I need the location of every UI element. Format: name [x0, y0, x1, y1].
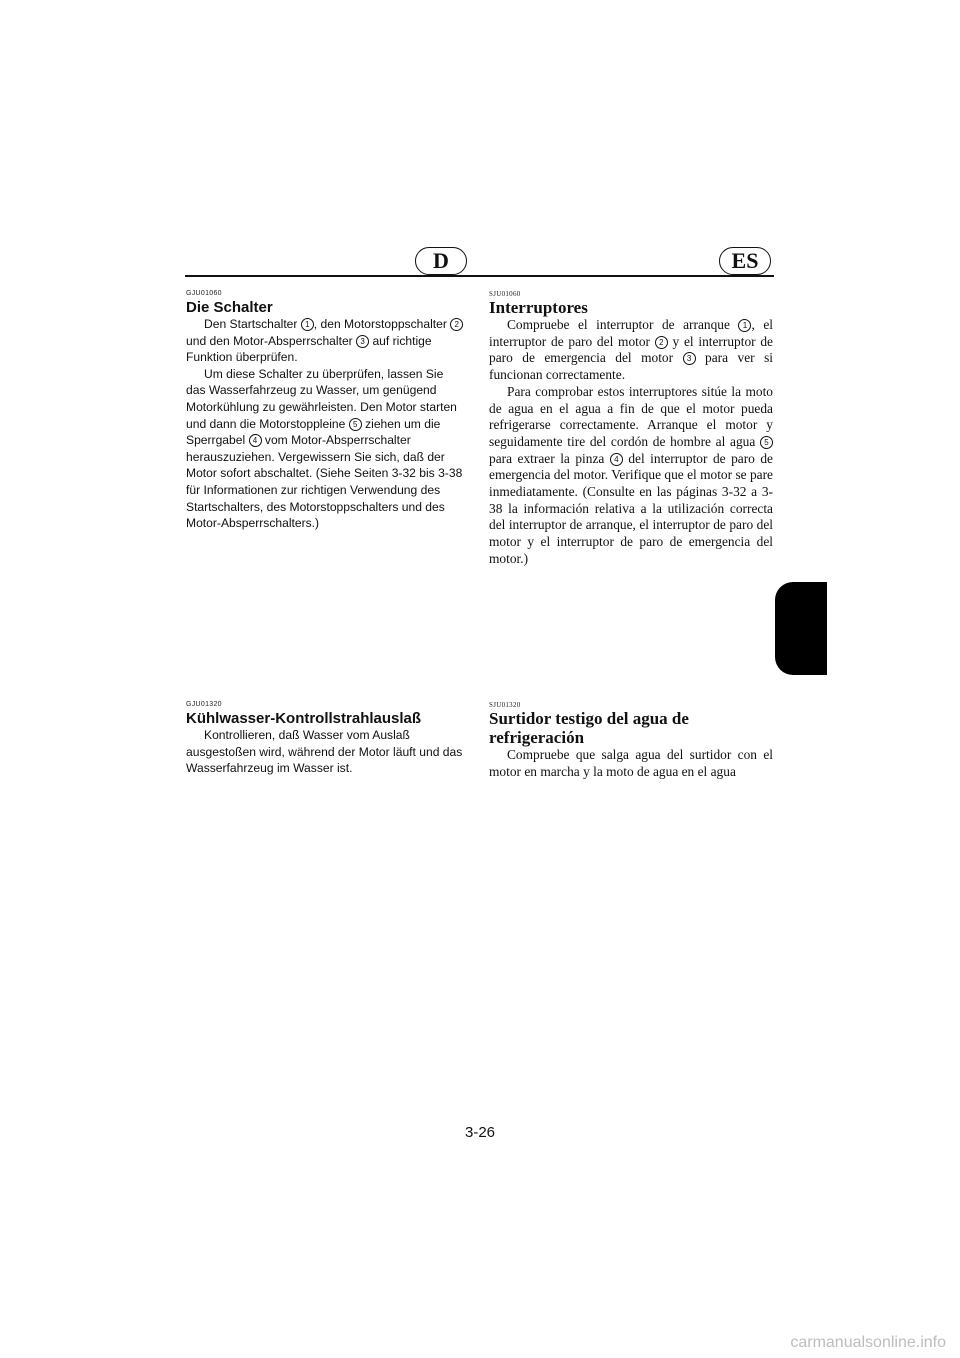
callout-number: 4 — [249, 434, 262, 447]
text-run: , el interruptor de paro del motor — [489, 317, 773, 349]
text-run: Para comprobar estos interruptores sitúe la moto de agua en el agua a fin de que el motor pueda refrigerarse correctamente. Arranque el motor y seguidamente tire del cordón de hombre al agua — [489, 383, 773, 449]
es-section-cooling — [489, 701, 773, 780]
de-section-cooling — [186, 701, 464, 777]
es-paragraph-3: Compruebe que salga agua del surtidor con el motor en marcha y la moto de agua en el agua — [489, 747, 773, 779]
text-run: ziehen um die Sperrgabel — [186, 416, 441, 448]
de-paragraph-2 — [186, 366, 464, 532]
es-paragraph-2 — [489, 384, 773, 568]
callout-number: 4 — [610, 453, 623, 466]
text-run: auf richtige Funktion überprüfen. — [186, 333, 432, 365]
text-run: para extraer la pinza — [489, 450, 610, 466]
lang-badge-es: ES — [719, 247, 771, 275]
es-paragraph-1 — [489, 317, 773, 384]
callout-number: 1 — [738, 319, 751, 332]
de-section-switches — [186, 290, 464, 532]
chapter-tab — [775, 582, 827, 675]
text-run: , den Motorstoppschalter — [313, 317, 451, 331]
text-run: Compruebe el interruptor de arranque — [507, 317, 739, 332]
text-run: Um diese Schalter zu überprüfen, lassen Sie das Wasserfahrzeug zu Wasser, um genügend Motorkühlung zu gewährleisten. Den Motor starten und dann die Motorstoppleine — [186, 366, 457, 431]
callout-number: 3 — [356, 335, 369, 348]
es-section-title: Surtidor testigo del agua de refrigeración — [489, 709, 689, 747]
callout-number: 2 — [655, 336, 668, 349]
de-section-code: GJU01060 — [186, 290, 222, 297]
es-section-code: SJU01060 — [489, 290, 521, 298]
es-section-switches — [489, 290, 773, 568]
es-section-title: Interruptores — [489, 298, 588, 317]
text-run: vom Motor-Absperrschalter herauszuziehen. Vergewissern Sie sich, daß der Motor sofort abschaltet. (Siehe Seiten 3-32 bis 3-38 für Informationen zur richtigen Verwendung des Startschalters, des Motorstoppschalters und des Motor-Absperrschalters.) — [186, 433, 463, 531]
callout-number: 2 — [450, 318, 463, 331]
de-paragraph-3: Kontrollieren, daß Wasser vom Auslaß ausgestoßen wird, während der Motor läuft und das Wasserfahrzeug im Wasser ist. — [186, 728, 463, 776]
callout-number: 3 — [683, 352, 696, 365]
watermark: carmanualsonline.info — [790, 1334, 946, 1351]
lang-badge-de: D — [415, 247, 467, 275]
page-number: 3-26 — [464, 1124, 496, 1141]
text-run: Den Startschalter — [204, 317, 301, 331]
text-run: del interruptor de paro de emergencia del motor. Verifique que el motor se pare inmediatamente. (Consulte en las páginas 3-32 a 3-38 la información relativa a la utilización correcta del interruptor de arranque, el interruptor de paro del motor y el interruptor de paro de emergencia del motor.) — [489, 450, 773, 566]
text-run: y el interruptor de paro de emergencia del motor — [489, 333, 774, 366]
de-section-title: Kühlwasser-Kontrollstrahlauslaß — [186, 710, 422, 727]
text-run: und den Motor-Absperrschalter — [186, 333, 357, 348]
callout-number: 5 — [349, 418, 362, 431]
es-section-code: SJU01320 — [489, 701, 521, 709]
callout-number: 5 — [760, 436, 773, 449]
callout-number: 1 — [301, 318, 314, 331]
de-section-code: GJU01320 — [186, 701, 222, 708]
text-run: para ver si funcionan correctamente. — [489, 350, 773, 383]
header-rule — [185, 275, 774, 277]
de-paragraph-1 — [186, 316, 464, 366]
de-section-title: Die Schalter — [186, 299, 273, 316]
